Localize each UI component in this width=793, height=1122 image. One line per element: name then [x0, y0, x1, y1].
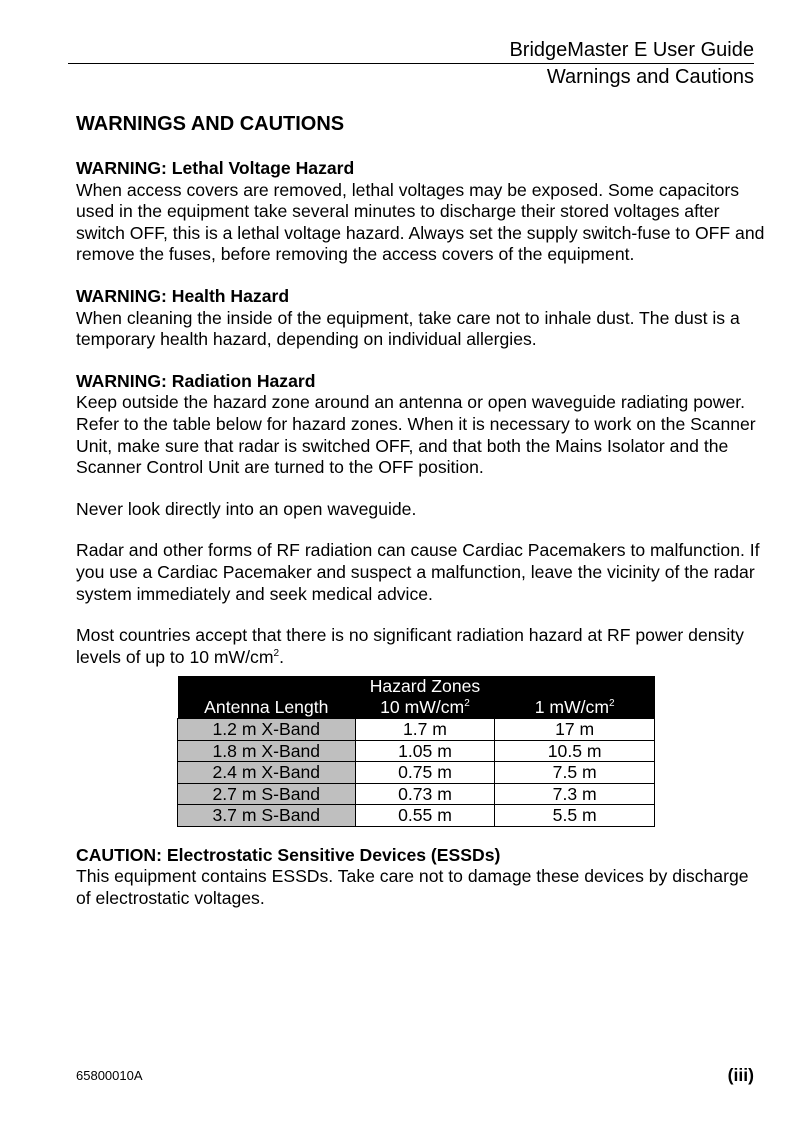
zone-10-cell: 0.73 m [355, 783, 495, 805]
page-header [68, 38, 754, 89]
table-row [178, 740, 655, 762]
zone-10-cell: 1.7 m [355, 719, 495, 741]
col-10mw-label: 10 mW/cm [380, 697, 465, 718]
header-rule [68, 63, 754, 64]
table-row [178, 783, 655, 805]
warning-body: Keep outside the hazard zone around an antenna or open waveguide radiating power. Refer to the table below for hazard zones. When it is necessary to work on the Scanner Unit, make sure that radar is switched OFF, and that both the Mains Isolator and the Scanner Control Unit are turned to the OFF position. [76, 392, 756, 478]
density-superscript: 2 [273, 647, 280, 659]
antenna-cell: 1.8 m X-Band [178, 740, 356, 762]
zone-1-cell: 7.3 m [495, 783, 655, 805]
page-title: WARNINGS AND CAUTIONS [76, 113, 345, 135]
section-title: Warnings and Cautions [546, 66, 754, 88]
warning-title: WARNING: Health Hazard [76, 285, 290, 306]
zone-1-cell: 10.5 m [495, 740, 655, 762]
table-row [178, 805, 655, 827]
warning-title: WARNING: Radiation Hazard [76, 370, 316, 391]
zone-1-cell: 5.5 m [495, 805, 655, 827]
zone-10-cell: 0.55 m [355, 805, 495, 827]
guide-title: BridgeMaster E User Guide [509, 39, 754, 61]
caution-title: CAUTION: Electrostatic Sensitive Devices (ESSDs) [76, 844, 501, 865]
warning-title: WARNING: Lethal Voltage Hazard [76, 158, 355, 178]
table-row [178, 719, 655, 741]
antenna-cell: 1.2 m X-Band [178, 719, 356, 741]
caution-body: This equipment contains ESSDs. Take care not to damage these devices by discharge of electrostatic voltages. [76, 866, 749, 908]
hazard-zones-table [177, 676, 655, 827]
col-1mw-label: 1 mW/cm [534, 697, 610, 718]
warning-radiation [76, 371, 766, 479]
document-number: 65800010A [76, 1068, 143, 1083]
zone-10-cell: 1.05 m [355, 740, 495, 762]
note-waveguide: Never look directly into an open waveguide. [76, 498, 417, 519]
table-row [178, 762, 655, 784]
caution-essd [76, 845, 766, 910]
density-end: . [279, 646, 284, 667]
density-text: Most countries accept that there is no significant radiation hazard at RF power density levels of up to 10 mW/cm [76, 625, 744, 667]
header-blank [178, 676, 356, 697]
hazard-zones-header: Hazard Zones [355, 676, 495, 697]
warning-health [76, 286, 766, 351]
zone-1-cell: 17 m [495, 719, 655, 741]
col-1mw-sup: 2 [609, 698, 615, 710]
warning-body: When cleaning the inside of the equipment, take care not to inhale dust. The dust is a temporary health hazard, depending on individual allergies. [76, 307, 740, 350]
antenna-cell: 2.7 m S-Band [178, 783, 356, 805]
zone-10-cell: 0.75 m [355, 762, 495, 784]
page-number: (iii) [727, 1065, 754, 1085]
col-1mw [495, 697, 655, 719]
col-10mw [355, 697, 495, 719]
col-10mw-sup: 2 [464, 698, 470, 710]
page-content [76, 112, 766, 930]
col-antenna-length: Antenna Length [178, 697, 356, 719]
hazard-table-wrap [177, 676, 655, 827]
warning-lethal-voltage [76, 158, 766, 266]
note-density [76, 625, 766, 668]
warning-body: When access covers are removed, lethal voltages may be exposed. Some capacitors used in the equipment take several minutes to discharge their stored voltages after switch OFF, this is a lethal voltage hazard. Always set the supply switch-fuse to OFF and remove the fuses, before removing the access covers of the equipment. [76, 179, 765, 265]
zone-1-cell: 7.5 m [495, 762, 655, 784]
antenna-cell: 2.4 m X-Band [178, 762, 356, 784]
note-pacemaker: Radar and other forms of RF radiation can cause Cardiac Pacemakers to malfunction. If you use a Cardiac Pacemaker and suspect a malfunction, leave the vicinity of the radar system immediately and seek medical advice. [76, 540, 760, 604]
header-blank [495, 676, 655, 697]
antenna-cell: 3.7 m S-Band [178, 805, 356, 827]
